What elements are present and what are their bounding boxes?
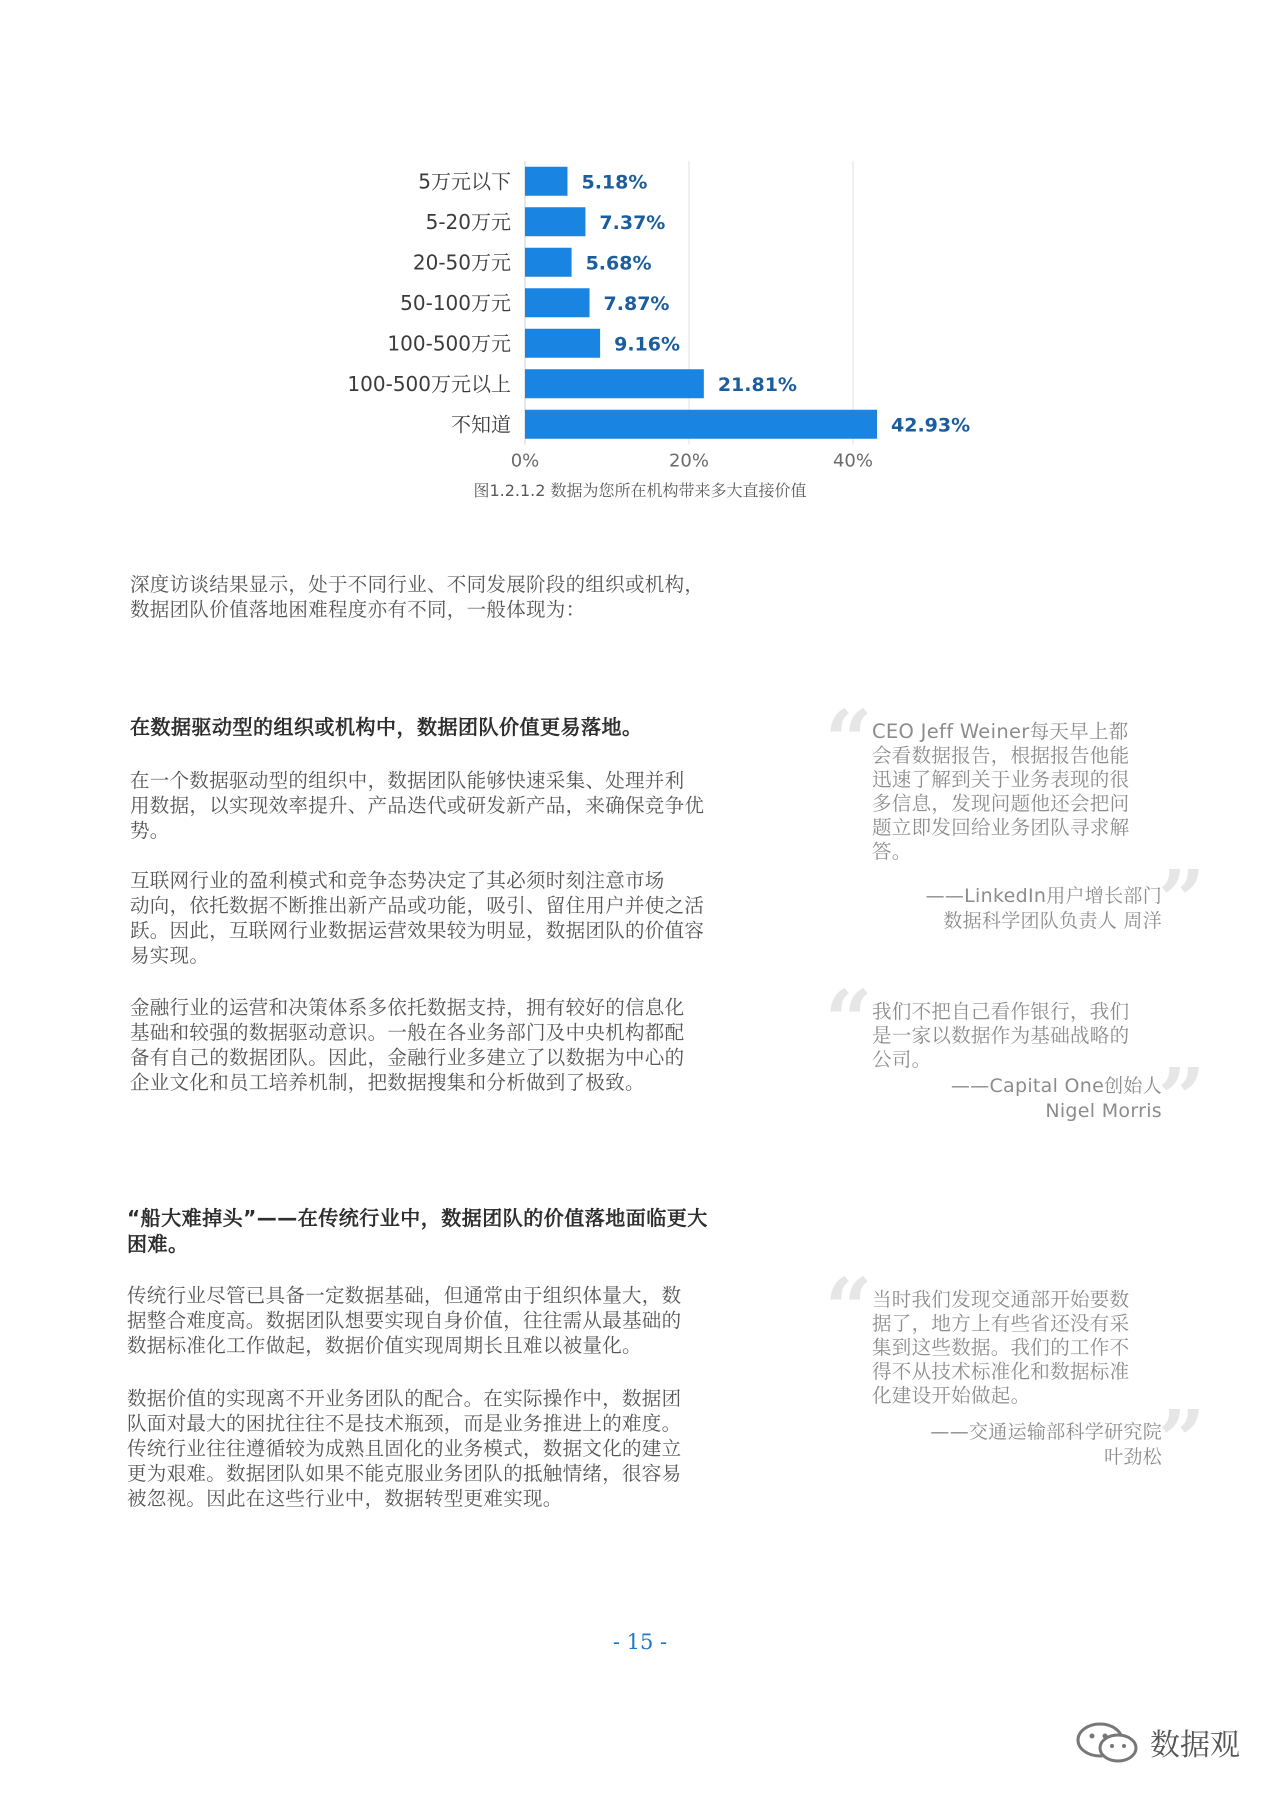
open-quote-icon: “ [825, 693, 873, 789]
quote-3 [872, 1288, 1162, 1408]
x-tick-label: 0% [510, 450, 540, 472]
page-number: - 15 - [612, 1630, 668, 1654]
text-line: 在一个数据驱动型的组织中，数据团队能够快速采集、处理并利 [130, 769, 685, 792]
quote-1-attribution [862, 884, 1162, 934]
bar [525, 410, 877, 439]
data-label: 21.81% [717, 373, 797, 396]
attribution-line: Nigel Morris [1045, 1100, 1162, 1122]
section1-paragraph-2 [130, 868, 752, 968]
text-line: 传统行业往往遵循较为成熟且固化的业务模式，数据文化的建立 [127, 1437, 682, 1460]
text-line: 企业文化和员工培养机制，把数据搜集和分析做到了极致。 [130, 1071, 645, 1094]
bar [525, 288, 590, 317]
text-line: 动向，依托数据不断推出新产品或功能，吸引、留住用户并使之活 [130, 894, 705, 917]
quote-line: 迅速了解到关于业务表现的很 [872, 768, 1130, 791]
quote-2-attribution [862, 1074, 1162, 1124]
text-line: 数据标准化工作做起，数据价值实现周期长且难以被量化。 [127, 1334, 642, 1357]
text-line: 更为艰难。数据团队如果不能克服业务团队的抵触情绪，很容易 [127, 1462, 682, 1485]
quote-2 [872, 1000, 1162, 1072]
bar [525, 329, 600, 358]
chart-bars [525, 167, 877, 439]
text-line: 据整合难度高。数据团队想要实现自身价值，往往需从最基础的 [127, 1309, 682, 1332]
quote-3-attribution [862, 1420, 1162, 1470]
category-label: 不知道 [451, 412, 511, 437]
section2-heading [127, 1205, 767, 1257]
quote-line: 据了，地方上有些省还没有采 [872, 1312, 1130, 1335]
attribution-line: 叶劲松 [1104, 1446, 1162, 1468]
attribution-line: ——LinkedIn用户增长部门 [925, 885, 1162, 907]
section2-paragraph-1 [127, 1283, 749, 1358]
close-quote-icon: ” [1158, 853, 1206, 949]
text-line: 队面对最大的困扰往往不是技术瓶颈，而是业务推进上的难度。 [127, 1412, 682, 1435]
close-quote-icon: ” [1158, 1051, 1206, 1147]
bar-chart [0, 0, 1280, 520]
x-tick-label: 20% [668, 450, 710, 472]
quote-line: 答。 [872, 840, 912, 863]
text-line: 传统行业尽管已具备一定数据基础，但通常由于组织体量大，数 [127, 1284, 682, 1307]
quote-line: 我们不把自己看作银行，我们 [872, 1000, 1130, 1023]
section1-heading: 在数据驱动型的组织或机构中，数据团队价值更易落地。 [130, 715, 643, 739]
text-line: 互联网行业的盈利模式和竞争态势决定了其必须时刻注意市场 [130, 869, 665, 892]
quote-line: 是一家以数据作为基础战略的 [872, 1024, 1130, 1047]
text-line: 基础和较强的数据驱动意识。一般在各业务部门及中央机构都配 [130, 1021, 685, 1044]
data-label: 5.18% [581, 171, 648, 194]
intro-paragraph [130, 572, 770, 622]
category-label: 5万元以下 [418, 169, 511, 194]
data-label: 42.93% [891, 414, 971, 437]
data-label: 9.16% [614, 333, 681, 356]
category-label: 100-500万元 [387, 331, 511, 356]
quote-line: CEO Jeff Weiner每天早上都 [872, 720, 1129, 743]
wechat-icon [1074, 1720, 1140, 1764]
quote-line: 题立即发回给业务团队寻求解 [872, 816, 1130, 839]
section1-paragraph-3 [130, 995, 752, 1095]
quote-line: 公司。 [872, 1048, 932, 1071]
open-quote-icon: “ [825, 1261, 873, 1357]
text-line: 用数据，以实现效率提升、产品迭代或研发新产品，来确保竞争优 [130, 794, 705, 817]
category-label: 5-20万元 [425, 209, 511, 234]
attribution-line: ——交通运输部科学研究院 [930, 1421, 1162, 1443]
data-label: 7.87% [603, 292, 670, 315]
open-quote-icon: “ [825, 973, 873, 1069]
heading-line: “船大难掉头”——在传统行业中，数据团队的价值落地面临更大 [127, 1206, 708, 1230]
text-line: 金融行业的运营和决策体系多依托数据支持，拥有较好的信息化 [130, 996, 685, 1019]
quote-line: 集到这些数据。我们的工作不 [872, 1336, 1130, 1359]
x-tick-label: 40% [832, 450, 874, 472]
text-line: 跃。因此，互联网行业数据运营效果较为明显，数据团队的价值容 [130, 919, 705, 942]
quote-line: 化建设开始做起。 [872, 1384, 1031, 1407]
text-line: 易实现。 [130, 944, 210, 967]
quote-line: 得不从技术标准化和数据标准 [872, 1360, 1130, 1383]
text-line: 数据价值的实现离不开业务团队的配合。在实际操作中，数据团 [127, 1387, 682, 1410]
close-quote-icon: ” [1158, 1393, 1206, 1489]
section2-paragraph-2 [127, 1386, 749, 1511]
data-label: 5.68% [585, 252, 652, 275]
heading-line: 困难。 [127, 1232, 189, 1256]
attribution-line: ——Capital One创始人 [950, 1075, 1162, 1097]
watermark [1074, 1720, 1240, 1764]
quote-line: 当时我们发现交通部开始要数 [872, 1288, 1130, 1311]
quote-line: 多信息，发现问题他还会把问 [872, 792, 1130, 815]
bar [525, 207, 585, 236]
bar [525, 248, 572, 277]
attribution-line: 数据科学团队负责人 周洋 [943, 910, 1162, 932]
text-line: 备有自己的数据团队。因此，金融行业多建立了以数据为中心的 [130, 1046, 685, 1069]
section1-paragraph-1 [130, 768, 752, 843]
figure-caption: 图1.2.1.2 数据为您所在机构带来多大直接价值 [473, 481, 807, 500]
category-label: 20-50万元 [412, 250, 511, 275]
intro-line: 数据团队价值落地困难程度亦有不同，一般体现为： [130, 598, 586, 621]
data-label: 7.37% [599, 211, 666, 234]
watermark-text: 数据观 [1150, 1728, 1240, 1763]
quote-line: 会看数据报告，根据报告他能 [872, 744, 1130, 767]
category-label: 100-500万元以上 [347, 371, 511, 396]
bar [525, 167, 567, 196]
text-line: 势。 [130, 819, 170, 842]
intro-line: 深度访谈结果显示，处于不同行业、不同发展阶段的组织或机构， [130, 573, 705, 596]
quote-1 [872, 720, 1162, 864]
category-label: 50-100万元 [400, 290, 511, 315]
bar [525, 369, 704, 398]
text-line: 被忽视。因此在这些行业中，数据转型更难实现。 [127, 1487, 563, 1510]
